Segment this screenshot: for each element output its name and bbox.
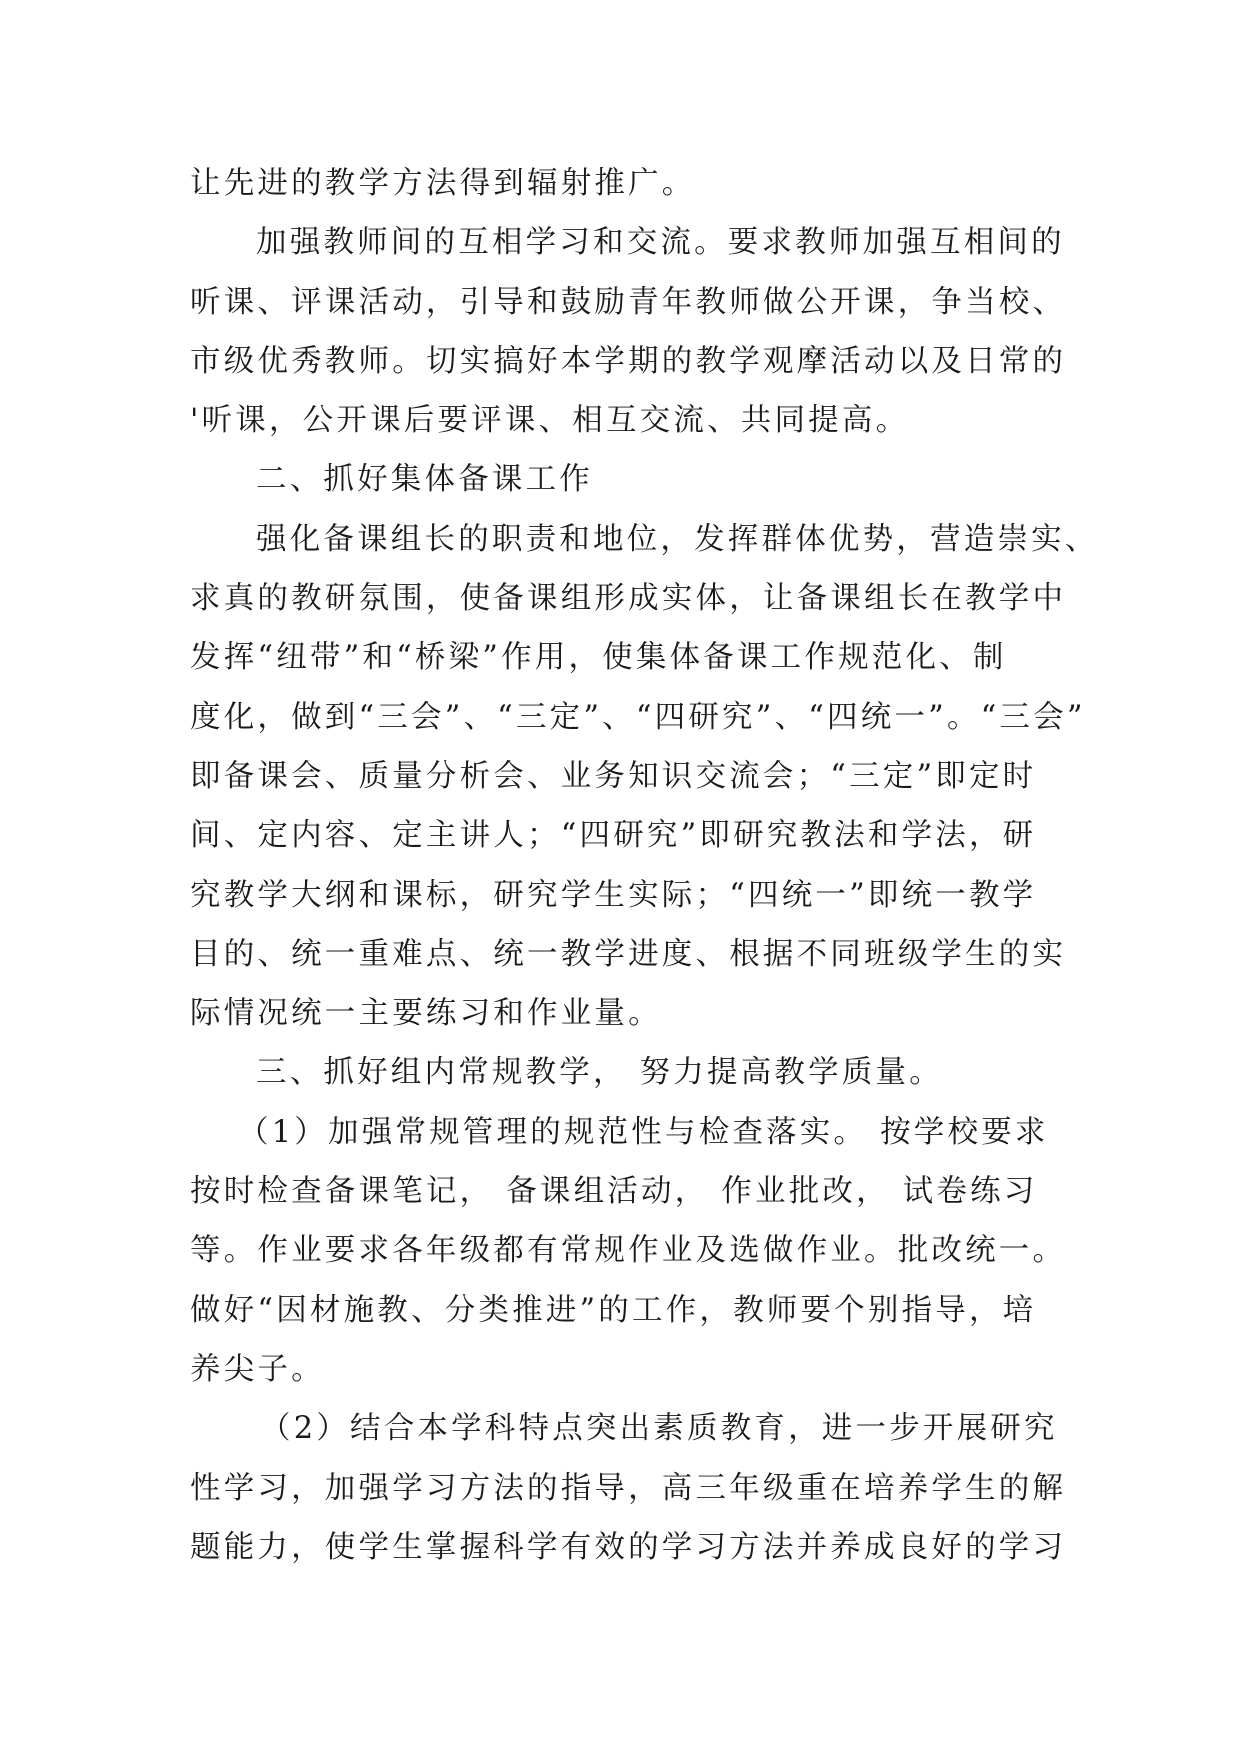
body-text: [190, 154, 1099, 1577]
text-line: 发挥“纽带”和“桥梁”作用，使集体备课工作规范化、制: [190, 640, 1007, 676]
text-line: 做好“因材施教、分类推进”的工作，教师要个别指导，培: [190, 1292, 1037, 1328]
paragraph-first-line: 加强教师间的互相学习和交流。要求教师加强互相间的: [256, 225, 1065, 261]
text-line: 性学习，加强学习方法的指导，高三年级重在培养学生的解: [190, 1470, 1067, 1506]
text-line: 度化，做到“三会”、“三定”、“四研究”、“四统一”。“三会”: [190, 699, 1086, 735]
text-line: '听课，公开课后要评课、相互交流、共同提高。: [190, 403, 910, 439]
text-line: 市级优秀教师。切实搞好本学期的教学观摩活动以及日常的: [190, 343, 1067, 379]
paragraph-first-line: 强化备课组长的职责和地位，发挥群体优势，营造崇实、: [256, 521, 1099, 557]
text-line: 题能力，使学生掌握科学有效的学习方法并养成良好的学习: [190, 1529, 1067, 1565]
paragraph-first-line: （2）结合本学科特点突出素质教育，进一步开展研究: [260, 1411, 1058, 1447]
text-line: 究教学大纲和课标，研究学生实际；“四统一”即统一教学: [190, 877, 1037, 913]
text-line: 目的、统一重难点、统一教学进度、根据不同班级学生的实: [190, 936, 1067, 972]
text-line: 间、定内容、定主讲人；“四研究”即研究教法和学法，研: [190, 818, 1037, 854]
text-line: 按时检查备课笔记， 备课组活动， 作业批改， 试卷练习: [190, 1174, 1038, 1210]
section-heading: 三、抓好组内常规教学， 努力提高教学质量。: [256, 1055, 943, 1091]
text-line: 养尖子。: [190, 1351, 325, 1387]
text-line: 让先进的教学方法得到辐射推广。: [190, 166, 696, 201]
text-line: 求真的教研氛围，使备课组形成实体，让备课组长在教学中: [190, 581, 1067, 617]
text-line: 际情况统一主要练习和作业量。: [190, 996, 662, 1032]
text-line: 即备课会、质量分析会、业务知识交流会；“三定”即定时: [190, 758, 1037, 794]
text-line: 等。作业要求各年级都有常规作业及选做作业。批改统一。: [190, 1233, 1067, 1269]
text-line: 听课、评课活动，引导和鼓励青年教师做公开课，争当校、: [190, 284, 1067, 320]
paragraph-first-line: （1）加强常规管理的规范性与检查落实。 按学校要求: [238, 1114, 1049, 1150]
section-heading: 二、抓好集体备课工作: [256, 462, 593, 498]
